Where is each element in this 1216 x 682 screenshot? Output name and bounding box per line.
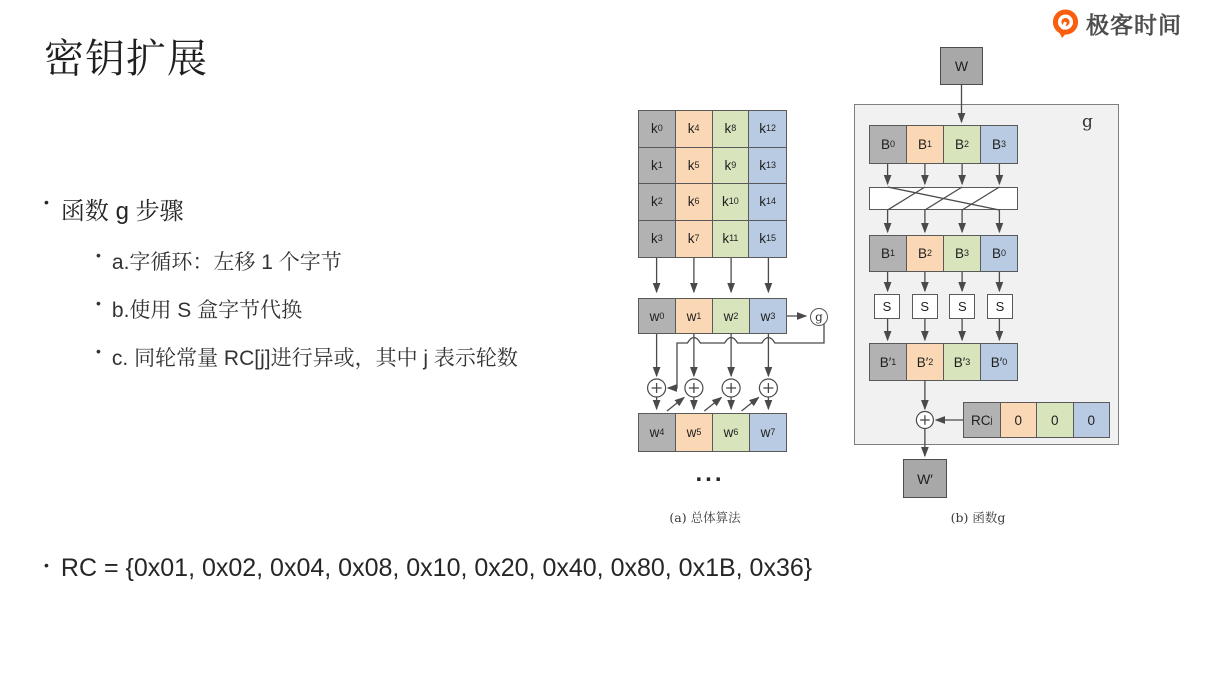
round-constant-row [963,402,1110,438]
bullet-step-c [96,342,518,372]
cell-B2: B 2 [944,126,981,163]
cell-k3: k 3 [639,221,676,258]
cell-k8: k 8 [713,111,750,148]
cell-B′0: B′ 0 [981,344,1017,380]
sbox-row [874,294,1013,319]
cell-k10: k 10 [713,184,750,221]
cell-0: 0 [1001,403,1038,437]
bullet-step-b-text: b.使用 S 盒字节代换 [111,299,303,322]
cell-B2: B 2 [907,236,944,271]
cell-B0: B 0 [981,236,1017,271]
logo-text: 极客时间 [1086,12,1182,38]
cell-w2: w 2 [713,299,750,333]
cell-w5: w 5 [676,414,713,451]
function-g-diagram [850,40,1140,540]
cell-S: S [874,294,900,319]
cell-B′3: B′ 3 [944,344,981,380]
cell-k2: k 2 [639,184,676,221]
cell-0: 0 [1074,403,1110,437]
diagram-a-caption: (a) 总体算法 [669,510,741,525]
cell-k12: k 12 [749,111,786,148]
bullet-heading-text: 函数 g 步骤 [60,198,184,225]
rc-constants-text: RC = {0x01, 0x02, 0x04, 0x08, 0x10, 0x20, 0x40, 0x80, 0x1B, 0x36} [60,554,813,582]
bullet-dot: • [44,557,49,573]
cell-w1: w 1 [676,299,713,333]
cell-0: 0 [1037,403,1074,437]
bullet-step-b [96,294,302,324]
cell-k5: k 5 [676,148,713,185]
cell-k1: k 1 [639,148,676,185]
page-title: 密钥扩展 [44,37,208,81]
cell-B′2: B′ 2 [907,344,944,380]
cell-B′1: B′ 1 [870,344,907,380]
cell-B1: B 1 [870,236,907,271]
word-row-w0-w3 [638,298,787,334]
g-function-node: g [810,308,828,326]
byte-row-substituted [869,343,1018,381]
cell-k6: k 6 [676,184,713,221]
cell-S: S [987,294,1013,319]
g-container-label: g [1082,112,1093,132]
bullet-dot: • [96,247,101,263]
byte-row-input [869,125,1018,164]
bullet-dot: • [96,343,101,359]
logo [1050,7,1182,40]
geektime-logo-icon [1050,8,1081,39]
continuation-ellipsis: ... [695,460,725,487]
cell-k0: k 0 [639,111,676,148]
cell-k11: k 11 [713,221,750,258]
cell-RCj: RC j [964,403,1001,437]
bullet-dot: • [96,295,101,311]
cell-w6: w 6 [713,414,750,451]
cell-w3: w 3 [750,299,786,333]
bullet-dot: • [44,194,49,210]
cell-k14: k 14 [749,184,786,221]
key-expansion-overall-diagram [620,100,850,540]
cell-w0: w 0 [639,299,676,333]
bullet-step-c-text: c. 同轮常量 RC[j]进行异或，其中 j 表示轮数 [111,347,518,370]
key-byte-grid [638,110,787,258]
bullet-rc-constants [44,554,812,583]
byte-row-rotated [869,235,1018,272]
cell-w7: w 7 [750,414,786,451]
cell-k4: k 4 [676,111,713,148]
cell-w4: w 4 [639,414,676,451]
cell-k15: k 15 [749,221,786,258]
bullet-step-a-text: a.字循环：左移 1 个字节 [111,251,342,274]
cell-B0: B 0 [870,126,907,163]
input-word-box: W [940,47,983,85]
rotate-permutation-box [869,187,1018,210]
cell-k13: k 13 [749,148,786,185]
cell-k9: k 9 [713,148,750,185]
cell-B3: B 3 [944,236,981,271]
word-row-w4-w7 [638,413,787,452]
diagram-b-caption: (b) 函数g [950,510,1006,525]
cell-B3: B 3 [981,126,1017,163]
bullet-step-a [96,246,342,276]
cell-B1: B 1 [907,126,944,163]
cell-k7: k 7 [676,221,713,258]
cell-S: S [912,294,938,319]
bullet-heading [44,191,184,226]
output-word-box: W′ [903,459,947,498]
cell-S: S [949,294,975,319]
